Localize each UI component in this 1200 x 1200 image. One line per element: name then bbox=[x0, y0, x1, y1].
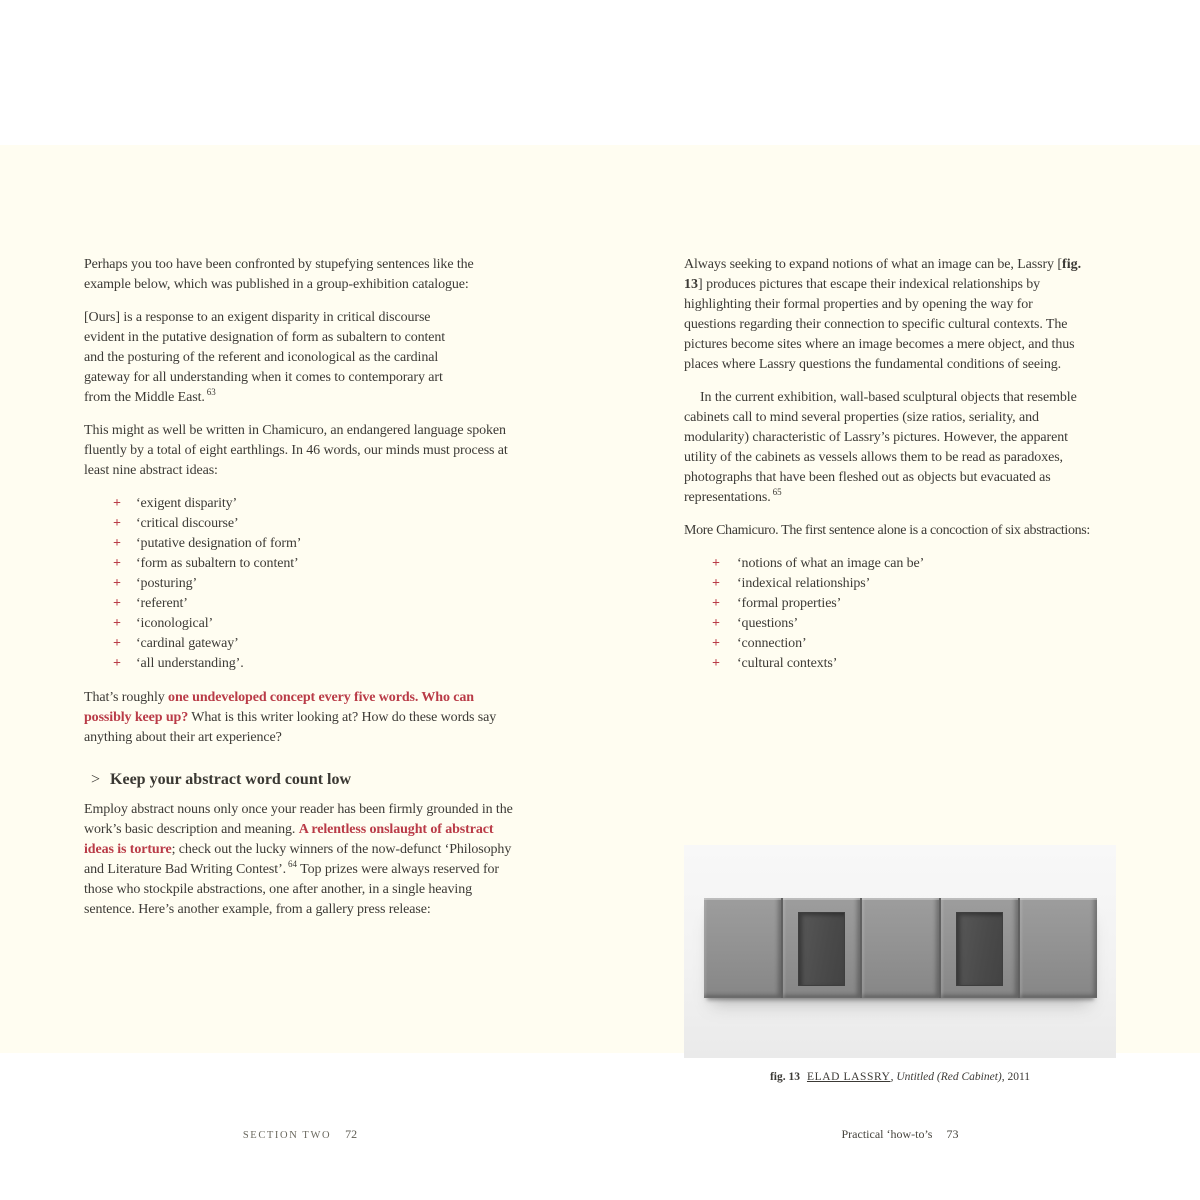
footnote-ref-65: 65 bbox=[772, 487, 782, 498]
plus-marker-icon: + bbox=[712, 616, 720, 631]
plus-marker-icon: + bbox=[113, 536, 121, 551]
red-emphasis-text: one undeveloped concept every five words. Who can possibly keep up? bbox=[84, 690, 474, 725]
paragraph-intro: Perhaps you too have been confronted by stupefying sentences like the example below, which was published in a group-exhibition catalogue: bbox=[84, 257, 474, 292]
list-item bbox=[684, 634, 1116, 654]
list-item bbox=[684, 654, 1116, 674]
page-number: 73 bbox=[946, 1127, 959, 1141]
list-item-label: ‘cardinal gateway’ bbox=[136, 636, 239, 651]
text-run: That’s roughly bbox=[84, 690, 169, 705]
list-item bbox=[84, 634, 516, 654]
list-item bbox=[684, 614, 1116, 634]
section-heading bbox=[84, 770, 516, 790]
caption-year: , 2011 bbox=[1001, 1071, 1031, 1083]
list-item bbox=[84, 574, 516, 594]
list-item bbox=[84, 614, 516, 634]
figure-caption bbox=[684, 1071, 1116, 1083]
list-item-label: ‘iconological’ bbox=[136, 616, 214, 631]
cabinet-module-open bbox=[941, 898, 1018, 998]
page-number: 72 bbox=[345, 1127, 358, 1141]
cabinet-module-open bbox=[783, 898, 860, 998]
cabinet-opening bbox=[798, 912, 845, 986]
text-run: Always seeking to expand notions of what an image can be, Lassry bbox=[684, 257, 1058, 272]
bracket-close: ] bbox=[698, 277, 703, 292]
caption-artwork-title: Untitled (Red Cabinet) bbox=[896, 1071, 1002, 1083]
list-item-label: ‘questions’ bbox=[737, 616, 799, 631]
chapter-label: Practical ‘how-to’s bbox=[841, 1127, 933, 1141]
list-item bbox=[84, 494, 516, 514]
book-page-spread bbox=[0, 145, 1200, 1141]
left-page-column bbox=[84, 255, 516, 933]
plus-marker-icon: + bbox=[113, 496, 121, 511]
bracket-open: [ bbox=[1057, 257, 1063, 272]
red-emphasis-text: A relentless onslaught of abstract ideas is torture bbox=[84, 822, 494, 857]
caption-artist-name: ELAD LASSRY bbox=[806, 1071, 891, 1083]
figure-photo-cabinet bbox=[684, 845, 1116, 1058]
abstract-ideas-list bbox=[84, 494, 516, 674]
footnote-ref-64: 64 bbox=[288, 859, 298, 870]
running-footer-right bbox=[684, 1127, 1116, 1142]
section-label: SECTION TWO bbox=[242, 1130, 332, 1141]
list-item bbox=[84, 514, 516, 534]
running-footer-left bbox=[84, 1127, 516, 1142]
cabinet-module-closed bbox=[704, 898, 781, 998]
list-item-label: ‘posturing’ bbox=[136, 576, 198, 591]
list-item-label: ‘exigent disparity’ bbox=[136, 496, 238, 511]
plus-marker-icon: + bbox=[113, 596, 121, 611]
list-item-label: ‘referent’ bbox=[136, 596, 188, 611]
footnote-ref-63: 63 bbox=[206, 387, 216, 398]
plus-marker-icon: + bbox=[712, 636, 720, 651]
caret-marker-icon: > bbox=[91, 771, 101, 788]
caption-fig-number: fig. 13 bbox=[769, 1071, 800, 1083]
list-item-label: ‘notions of what an image can be’ bbox=[737, 556, 925, 571]
plus-marker-icon: + bbox=[113, 636, 121, 651]
plus-marker-icon: + bbox=[113, 656, 121, 671]
text-run: Top prizes were always reserved for those who stockpile abstractions, one after another, in a single heaving sentence. Here’s another example, from a gallery press release: bbox=[84, 862, 499, 917]
list-item bbox=[684, 594, 1116, 614]
text-run: In the current exhibition, wall-based sculptural objects that resemble cabinets call to mind several properties (size ratios, seriality, and modularity) characteristic of Lassry’s pictures. However, the apparent utility of the cabinets as vessels allows them to be read as paradoxes, photographs that have been fleshed out as objects but evacuated as representations. bbox=[684, 390, 1077, 505]
list-item bbox=[84, 594, 516, 614]
figure-reference-label: fig. 13 bbox=[684, 257, 1082, 292]
list-item bbox=[84, 654, 516, 674]
right-page-column bbox=[684, 255, 1116, 688]
list-item-label: ‘connection’ bbox=[737, 636, 807, 651]
list-item bbox=[84, 534, 516, 554]
plus-marker-icon: + bbox=[113, 556, 121, 571]
list-item-label: ‘putative designation of form’ bbox=[136, 536, 302, 551]
paragraph-more-chamicuro: More Chamicuro. The first sentence alone is a concoction of six abstractions: bbox=[684, 523, 1090, 538]
list-item-label: ‘all understanding’. bbox=[136, 656, 244, 671]
block-quote bbox=[84, 308, 452, 408]
caption-separator: , bbox=[890, 1071, 897, 1083]
abstractions-list bbox=[684, 554, 1116, 674]
list-item-label: ‘form as subaltern to content’ bbox=[136, 556, 299, 571]
plus-marker-icon: + bbox=[113, 516, 121, 531]
cabinet-sculpture bbox=[704, 898, 1097, 998]
paragraph-concept-count bbox=[84, 688, 516, 748]
text-run: ; check out the lucky winners of the now-defunct ‘Philosophy and Literature Bad Writing Contest’. bbox=[84, 842, 512, 877]
text-run: Employ abstract nouns only once your reader has been firmly grounded in the work’s basic description and meaning. bbox=[84, 802, 513, 837]
cabinet-module-closed bbox=[1020, 898, 1097, 998]
list-item-label: ‘formal properties’ bbox=[737, 596, 842, 611]
list-item-label: ‘critical discourse’ bbox=[136, 516, 239, 531]
list-item bbox=[84, 554, 516, 574]
section-heading-label: Keep your abstract word count low bbox=[110, 771, 352, 788]
list-item bbox=[684, 554, 1116, 574]
plus-marker-icon: + bbox=[712, 576, 720, 591]
list-item-label: ‘cultural contexts’ bbox=[737, 656, 838, 671]
paragraph-current-exhibition bbox=[684, 388, 1086, 508]
paragraph-chamicuro: This might as well be written in Chamicuro, an endangered language spoken fluently by a total of eight earthlings. In 46 words, our minds must process at least nine abstract ideas: bbox=[84, 423, 508, 478]
paragraph-employ-abstract bbox=[84, 800, 516, 920]
text-run: produces pictures that escape their indexical relationships by highlighting their formal properties and by opening the way for questions regarding their connection to specific cultural contexts. The pictures become sites where an image becomes a mere object, and thus places where Lassry questions the fundamental conditions of seeing. bbox=[684, 277, 1075, 372]
cabinet-module-closed bbox=[862, 898, 939, 998]
list-item bbox=[684, 574, 1116, 594]
quote-text: [Ours] is a response to an exigent disparity in critical discourse evident in the putative designation of form as subaltern to content and the posturing of the referent and iconological as the cardinal gateway for all understanding when it comes to contemporary art from the Middle East. bbox=[84, 310, 446, 405]
paragraph-lassry-quote bbox=[684, 255, 1086, 375]
cabinet-opening bbox=[956, 912, 1003, 986]
plus-marker-icon: + bbox=[113, 616, 121, 631]
plus-marker-icon: + bbox=[113, 576, 121, 591]
plus-marker-icon: + bbox=[712, 656, 720, 671]
plus-marker-icon: + bbox=[712, 596, 720, 611]
text-run: What is this writer looking at? How do these words say anything about their art experience? bbox=[84, 710, 497, 745]
list-item-label: ‘indexical relationships’ bbox=[737, 576, 871, 591]
plus-marker-icon: + bbox=[712, 556, 720, 571]
